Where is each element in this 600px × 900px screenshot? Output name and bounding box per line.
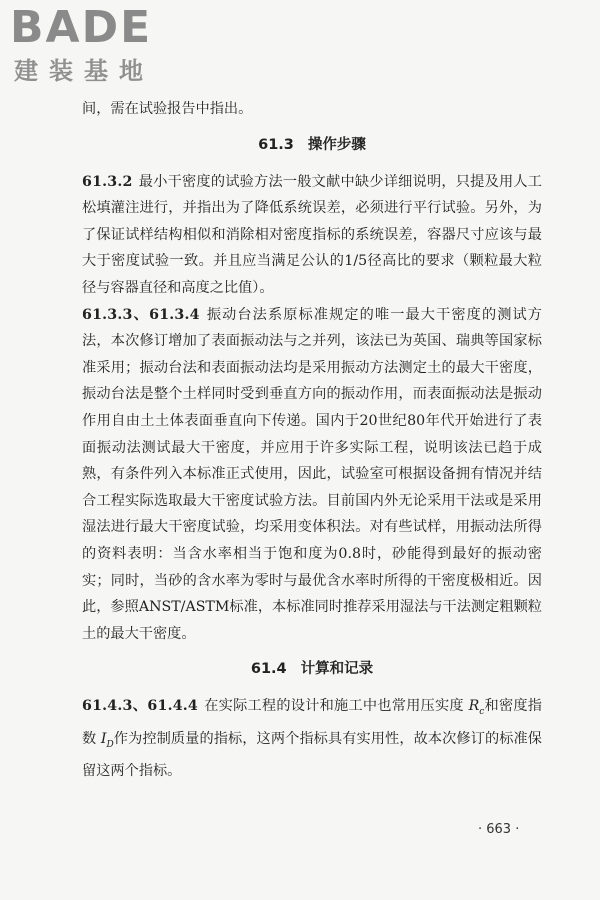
clause-61-3-3-4: [82, 302, 542, 648]
clause-text-a: 在实际工程的设计和施工中也常用压实度: [204, 698, 464, 715]
section-heading-61-4: [82, 657, 542, 681]
symbol-id: $I_D$: [100, 730, 114, 750]
clause-61-3-2: [82, 169, 542, 302]
clause-number: 61.3.2: [82, 173, 133, 190]
clause-text: 最小干密度的试验方法一般文献中缺少详细说明，只提及用人工松填灌注进行，并指出为了降低系统误差，必须进行平行试验。另外，为了保证试样结构相似和消除相对密度指标的系统误差，容器尺寸应该与最大于密度试验一致。并且应当满足公认的1/5径高比的要求（颗粒最大粒径与容器直径和高度之比值）。: [82, 173, 542, 296]
section-number: 61.3: [258, 136, 294, 153]
clause-number: 61.3.3、61.3.4: [82, 306, 200, 323]
symbol-rc: $R_c$: [468, 698, 485, 718]
logo: [6, 4, 186, 90]
logo-subtitle: 建装基地: [14, 57, 154, 85]
clause-text-c: 作为控制质量的指标，这两个指标具有实用性，故本次修订的标准保留这两个指标。: [82, 730, 542, 780]
section-heading-61-3: [82, 133, 542, 157]
clause-text: 振动台法系原标准规定的唯一最大干密度的测试方法，本次修订增加了表面振动法与之并列，该法已为英国、瑞典等国家标准采用；振动台法和表面振动法均是采用振动方法测定土的最大干密度，振动台法是整个土样同时受到垂直方向的振动作用，而表面振动法是振动作用自由土土体表面垂直向下传递。国内于20世纪80年代开始进行了表面振动法测试最大干密度，并应用于许多实际工程，说明该法已趋于成熟，有条件列入本标准正式使用，因此，试验室可根据设备拥有情况并结合工程实际选取最大干密度试验方法。目前国内外无论采用干法或是采用湿法进行最大干密度试验，均采用变体积法。对有些试样，用振动法所得的资料表明：当含水率相当于饱和度为0.8时，砂能得到最好的振动密实；同时，当砂的含水率为零时与最优含水率时所得的干密度极相近。因此，参照ANST/ASTM标准，本标准同时推荐采用湿法与干法测定粗颗粒土的最大干密度。: [82, 306, 542, 642]
section-number: 61.4: [250, 661, 287, 678]
paragraph-continued: 间，需在试验报告中指出。: [82, 101, 253, 117]
clause-61-4-3-4: [82, 693, 542, 784]
page-number: · 663 ·: [478, 822, 520, 837]
clause-text-b: 和密度指数: [82, 698, 542, 747]
section-title: 计算和记录: [300, 661, 374, 678]
section-title: 操作步骤: [307, 136, 366, 153]
logo-main: BADE: [10, 2, 153, 53]
clause-number: 61.4.3、61.4.4: [82, 698, 198, 715]
document-body: [82, 96, 542, 785]
